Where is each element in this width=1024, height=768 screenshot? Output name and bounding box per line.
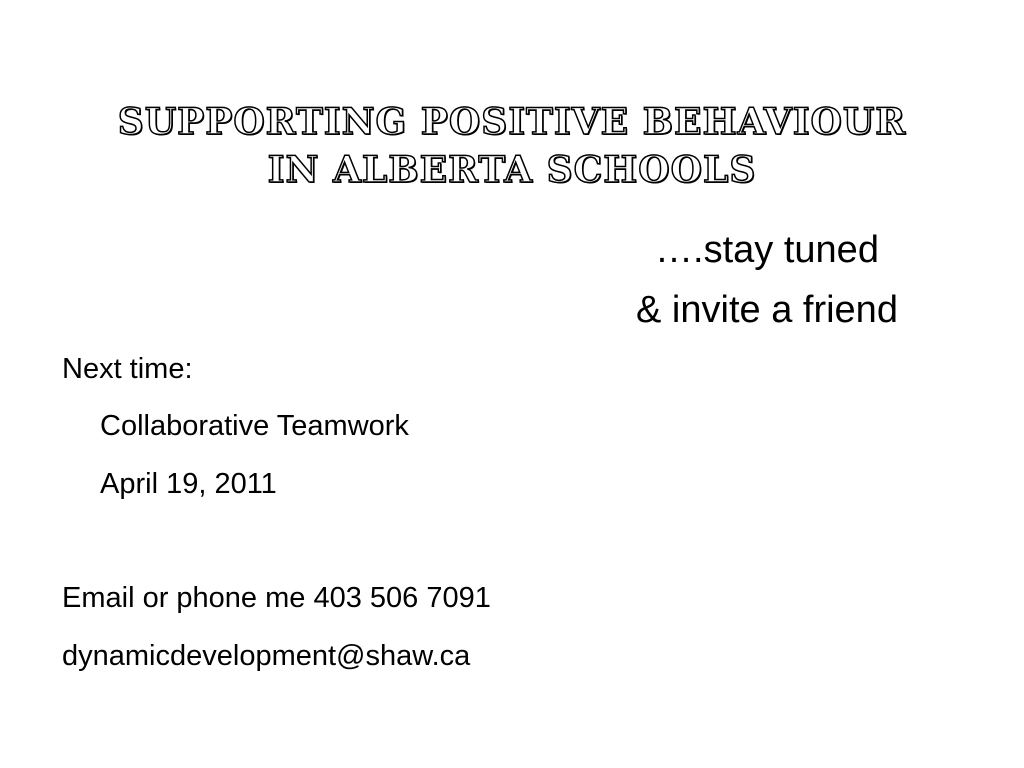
next-time-label: Next time:	[62, 353, 193, 385]
contact-email-address: dynamicdevelopment@shaw.ca	[62, 640, 471, 672]
contact-phone-line: Email or phone me 403 506 7091	[62, 582, 491, 614]
tagline-invite-friend: & invite a friend	[636, 289, 898, 331]
tagline-stay-tuned: ….stay tuned	[655, 229, 879, 271]
next-topic: Collaborative Teamwork	[100, 410, 409, 442]
next-date: April 19, 2011	[100, 468, 277, 500]
title-line-1: SUPPORTING POSITIVE BEHAVIOUR	[117, 101, 907, 143]
slide-title	[0, 98, 1024, 194]
title-line-2: IN ALBERTA SCHOOLS	[267, 149, 757, 191]
